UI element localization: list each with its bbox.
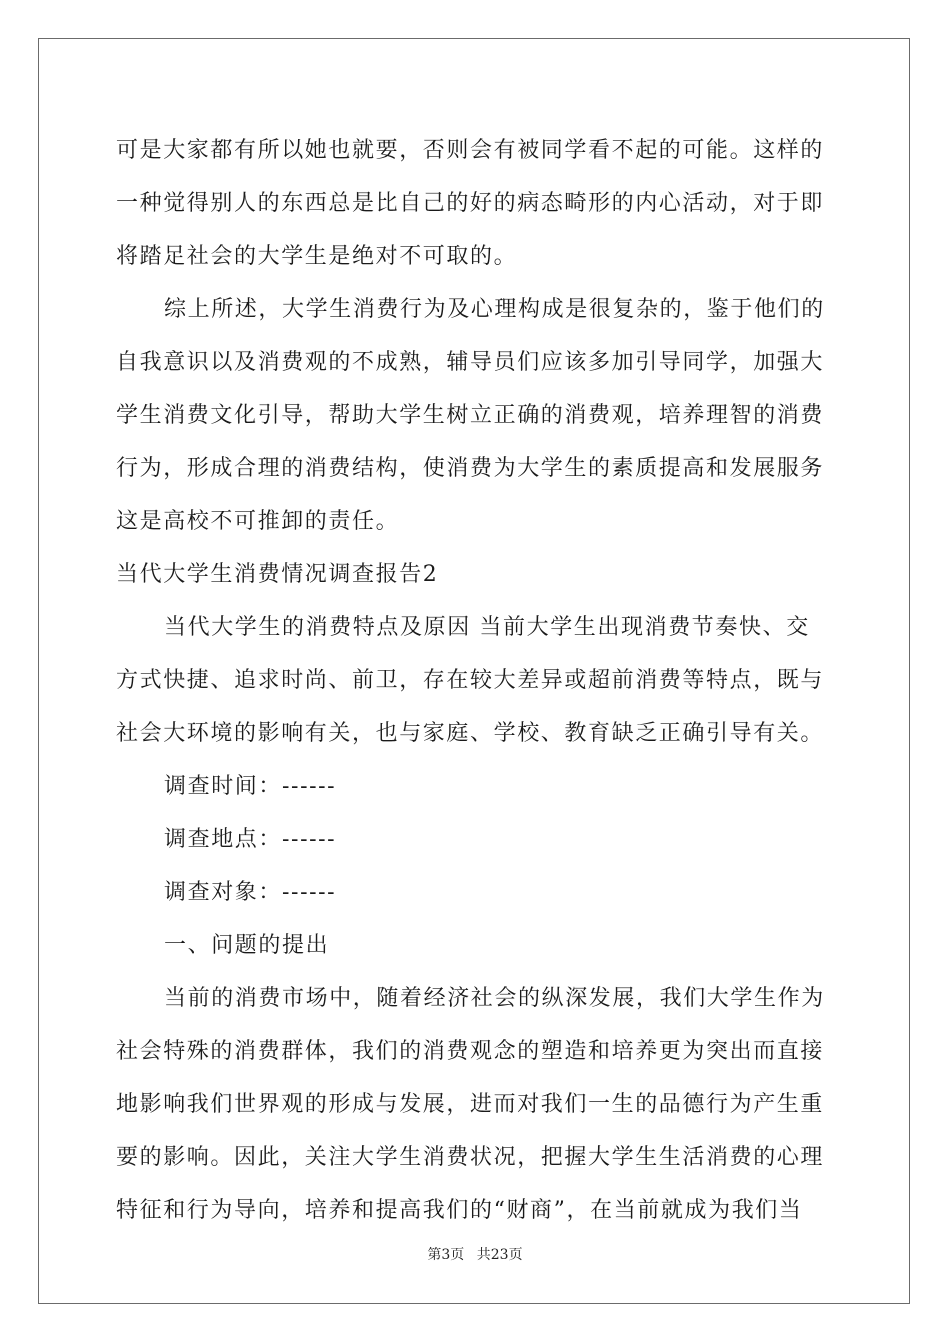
text-line: 一种觉得别人的东西总是比自己的好的病态畸形的内心活动，对于即 [116, 191, 825, 216]
text-line: 要的影响。因此，关注大学生消费状况，把握大学生生活消费的心理 [116, 1145, 825, 1170]
text-line: 行为，形成合理的消费结构，使消费为大学生的素质提高和发展服务 [116, 456, 825, 481]
text-line: 这是高校不可推卸的责任。 [116, 509, 400, 534]
text-line: 社会特殊的消费群体，我们的消费观念的塑造和培养更为突出而直接 [116, 1039, 825, 1064]
text-line: 一、问题的提出 [164, 933, 330, 958]
text-line: 综上所述，大学生消费行为及心理构成是很复杂的，鉴于他们的 [164, 297, 825, 322]
page-total: 共23页 [476, 1247, 523, 1263]
text-line: 当前的消费市场中，随着经济社会的纵深发展，我们大学生作为 [164, 986, 825, 1011]
text-line: 当代大学生消费情况调查报告2 [116, 562, 439, 587]
text-line: 特征和行为导向，培养和提高我们的“财商”，在当前就成为我们当 [116, 1198, 803, 1223]
text-line: 调查时间：------ [164, 774, 337, 799]
text-line: 自我意识以及消费观的不成熟，辅导员们应该多加引导同学，加强大 [116, 350, 825, 375]
text-line: 当代大学生的消费特点及原因 当前大学生出现消费节奏快、交 [164, 615, 810, 640]
page-footer [0, 1244, 950, 1264]
text-line: 方式快捷、追求时尚、前卫，存在较大差异或超前消费等特点，既与 [116, 668, 825, 693]
document-body [116, 124, 836, 1237]
text-line: 学生消费文化引导，帮助大学生树立正确的消费观，培养理智的消费 [116, 403, 825, 428]
text-line: 将踏足社会的大学生是绝对不可取的。 [116, 244, 518, 269]
page-number: 第3页 [427, 1247, 465, 1263]
text-line: 社会大环境的影响有关，也与家庭、学校、教育缺乏正确引导有关。 [116, 721, 825, 746]
text-line: 调查地点：------ [164, 827, 337, 852]
text-line: 地影响我们世界观的形成与发展，进而对我们一生的品德行为产生重 [116, 1092, 825, 1117]
text-line: 可是大家都有所以她也就要，否则会有被同学看不起的可能。这样的 [116, 138, 825, 163]
text-line: 调查对象：------ [164, 880, 337, 905]
